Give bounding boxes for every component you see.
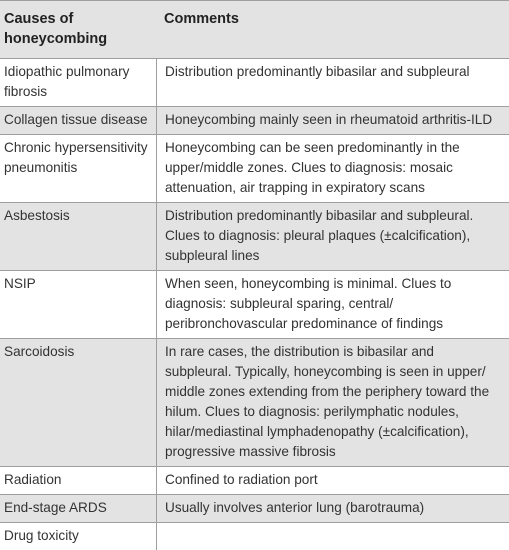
cause-cell: Collagen tissue disease: [4, 112, 148, 127]
table-row: [0, 522, 509, 550]
comment-cell: Distribution predominantly bibasilar and subpleural: [156, 59, 509, 106]
cause-cell: NSIP: [4, 276, 36, 291]
table-row: [0, 106, 509, 134]
table-row: [0, 270, 509, 338]
cause-cell: Sarcoidosis: [4, 344, 75, 359]
comment-cell: In rare cases, the distribution is bibasilar and subpleural. Typically, honeycombing is seen in upper/ middle zones extending from the periphery toward the hilum. Clues to diagnosis: perilymphatic nodules, hilar/mediastinal lymphadenopathy (±calcification), progressive massive fibrosis: [156, 339, 509, 466]
table-header-row: [0, 1, 509, 58]
cause-cell: Drug toxicity: [4, 528, 79, 543]
header-causes: Causes of honeycombing: [4, 11, 108, 47]
table-row: [0, 466, 509, 494]
comment-cell: [156, 523, 509, 550]
comment-cell: Distribution predominantly bibasilar and subpleural. Clues to diagnosis: pleural plaques (±calcification), subpleural lines: [156, 203, 509, 270]
cause-cell: Chronic hypersensitivity pneumonitis: [4, 140, 148, 175]
comment-cell: Honeycombing can be seen predominantly in the upper/middle zones. Clues to diagnosis: mosaic attenuation, air trapping in expiratory scans: [156, 135, 509, 202]
comment-cell: When seen, honeycombing is minimal. Clues to diagnosis: subpleural sparing, central/ peribronchovascular predominance of findings: [156, 271, 509, 338]
table-row: [0, 494, 509, 522]
header-comments: Comments: [164, 11, 239, 27]
comment-cell: Confined to radiation port: [156, 467, 509, 494]
comment-cell: Honeycombing mainly seen in rheumatoid arthritis-ILD: [156, 107, 509, 134]
comment-cell: Usually involves anterior lung (barotrauma): [156, 495, 509, 522]
cause-cell: End-stage ARDS: [4, 500, 107, 515]
cause-cell: Radiation: [4, 472, 62, 487]
table-row: [0, 338, 509, 466]
table-row: [0, 202, 509, 270]
cause-cell: Idiopathic pulmonary fibrosis: [4, 64, 130, 99]
cause-cell: Asbestosis: [4, 208, 70, 223]
table-row: [0, 58, 509, 106]
table-row: [0, 134, 509, 202]
